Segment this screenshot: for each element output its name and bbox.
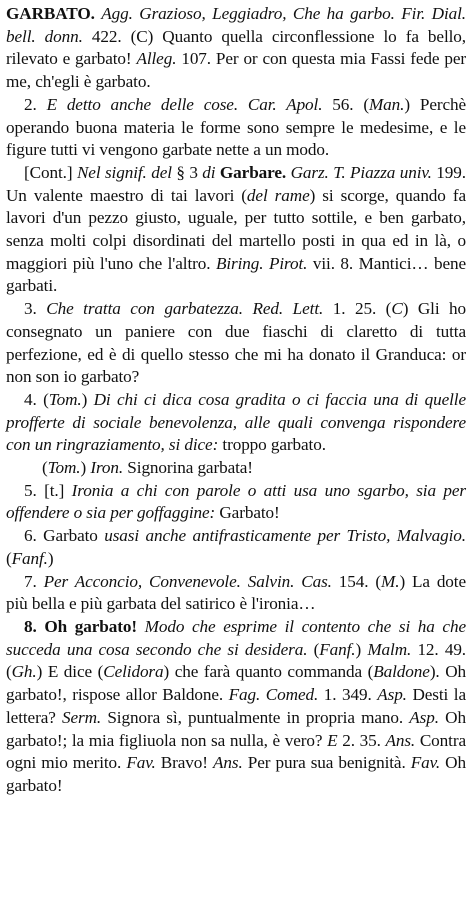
text-run: ) Perchè operando buona materia le forme sono sempre le medesime, e le figure tutti vi vengono garbate nette a un modo. — [6, 94, 467, 160]
sense-7-paragraph — [6, 571, 466, 616]
text-run: ( — [42, 458, 48, 478]
text-run: Asp. — [377, 685, 407, 705]
text-run: Celidora — [103, 662, 164, 682]
text-run: vii. 8. Mantici… bene garbati. — [6, 253, 466, 296]
text-run: Bravo! — [155, 753, 213, 773]
text-run: Oh garbato! — [6, 753, 466, 795]
text-run: 12. 49. ( — [6, 639, 467, 682]
text-run: ( — [307, 639, 320, 659]
text-run: Oh garbato!; la mia figliuola non sa nulla, è vero? — [6, 707, 466, 750]
text-run: GARBATO. — [6, 4, 95, 23]
text-run: Per pura sua benignità. — [242, 753, 411, 773]
text-run: Tom. — [48, 389, 82, 409]
text-run: Ans. — [385, 730, 416, 750]
text-run: ) Gli ho consegnato un paniere con due fiaschi di claretto di tutta perfezione, ed è di quello stesso che mi ha donato il Granduca: or non son io garbato? — [6, 299, 467, 387]
text-run: Garz. T. Piazza univ. — [290, 162, 432, 182]
text-run: Contra ogni mio merito. — [6, 730, 466, 773]
sense-4-ironic-paragraph — [6, 457, 466, 480]
text-run: Alleg. — [136, 49, 177, 69]
sense-4-paragraph — [6, 389, 466, 457]
text-run: [Cont.] — [24, 162, 77, 182]
text-run: 422. (C) Quanto quella circonflessione lo fa bello, rilevato e garbato! — [6, 26, 466, 69]
text-run: del rame — [246, 185, 310, 205]
text-run: Ironia a chi con parole o atti usa uno sgarbo, sia per offendere o sia per goffaggine: — [6, 480, 466, 523]
text-run: Fanf. — [319, 639, 356, 659]
sense-5-paragraph — [6, 480, 466, 525]
text-run: Garbare. — [215, 162, 291, 182]
text-run: Fanf. — [11, 548, 48, 568]
sense-3-paragraph — [6, 298, 466, 389]
text-run: ) — [47, 548, 54, 568]
text-run: ( — [6, 548, 12, 568]
text-run: usasi anche antifrasticamente per Tristo, Malvagio. — [104, 526, 466, 546]
sense-6-paragraph — [6, 525, 466, 570]
text-run: Di chi ci dica cosa gradita o ci faccia una di quelle profferte di sociale benevolenza, alle quali convenga rispondere con un ringraziamento, si dice: — [6, 389, 467, 455]
text-run: 199. Un valente maestro di tai lavori ( — [6, 162, 466, 205]
text-run: Fav. — [126, 753, 156, 773]
text-run: 2. 35. — [337, 730, 386, 750]
text-run: Signorina garbata! — [123, 458, 253, 478]
text-run: 3. — [24, 299, 47, 319]
text-run: troppo garbato. — [218, 435, 326, 455]
text-run: M. — [381, 571, 400, 591]
text-run: Man. — [368, 94, 405, 114]
text-run: Baldone — [373, 662, 430, 682]
text-run: 6. Garbato — [24, 526, 105, 546]
text-run: Malm. — [367, 639, 412, 659]
text-run: di — [202, 162, 216, 182]
text-run: Desti la lettera? — [6, 685, 466, 727]
text-run: 2. — [24, 94, 47, 114]
text-run: E — [327, 730, 338, 750]
text-run: Fav. — [410, 753, 441, 773]
text-run: Tom. — [47, 458, 81, 478]
text-run: Iron. — [90, 458, 124, 478]
text-run: 154. ( — [331, 571, 382, 591]
text-run: Nel signif. del — [76, 162, 172, 182]
text-run: ) La dote più bella e più garbata del satirico è l'ironia… — [6, 571, 467, 614]
text-run: 1. 25. ( — [323, 299, 392, 319]
text-run: Fag. Comed. — [228, 685, 319, 705]
text-run: ). Oh garbato!, rispose allor Baldone. — [6, 662, 467, 705]
text-run: E detto anche delle cose. Car. Apol. — [46, 94, 323, 114]
text-run: ) E dice ( — [36, 662, 104, 682]
text-run: 56. ( — [322, 94, 369, 114]
text-run: ) — [355, 639, 368, 659]
text-run: 1. 349. — [318, 685, 378, 705]
text-run: 8. Oh garbato! — [24, 616, 145, 636]
text-run: Serm. — [61, 707, 102, 727]
text-run: Ans. — [212, 753, 243, 773]
text-run: 7. — [24, 571, 44, 591]
text-run: C — [391, 299, 403, 319]
sense-8-paragraph — [6, 616, 466, 798]
text-run: Signora sì, puntualmente in propria mano. — [101, 707, 410, 727]
text-run: 107. Per or con questa mia Fassi fede per me, ch'egli è garbato. — [6, 49, 467, 92]
text-run: 5. [t.] — [24, 480, 72, 500]
text-run: ) — [80, 458, 91, 478]
text-run: ) che farà quanto commanda ( — [163, 662, 374, 682]
text-run: Garbato! — [215, 503, 280, 523]
entry-headword-paragraph — [6, 3, 466, 94]
text-run: ) si scorge, quando fa lavori d'un pezzo giusto, uguale, per tutto sottile, e ben garbato, senza molti colpi disordinati del martello posti in qua ed in là, o maggiori più l'uno che l'altro. — [6, 185, 467, 273]
text-run: § 3 — [171, 162, 203, 182]
text-run: Asp. — [409, 707, 439, 727]
text-run: Che tratta con garbatezza. Red. Lett. — [46, 299, 324, 319]
text-run: ) — [81, 389, 94, 409]
text-run: Gh. — [11, 662, 37, 682]
text-run: Biring. Pirot. — [215, 253, 308, 273]
text-run: Per Acconcio, Convenevole. Salvin. Cas. — [43, 571, 332, 591]
cont-paragraph — [6, 162, 466, 298]
sense-2-paragraph — [6, 94, 466, 162]
text-run: 4. ( — [24, 389, 49, 409]
text-run: Modo che esprime il contento che si ha che succeda una cosa secondo che si desidera. — [6, 616, 466, 659]
text-run: Agg. Grazioso, Leggiadro, Che ha garbo. Fir. Dial. bell. donn. — [6, 4, 466, 46]
